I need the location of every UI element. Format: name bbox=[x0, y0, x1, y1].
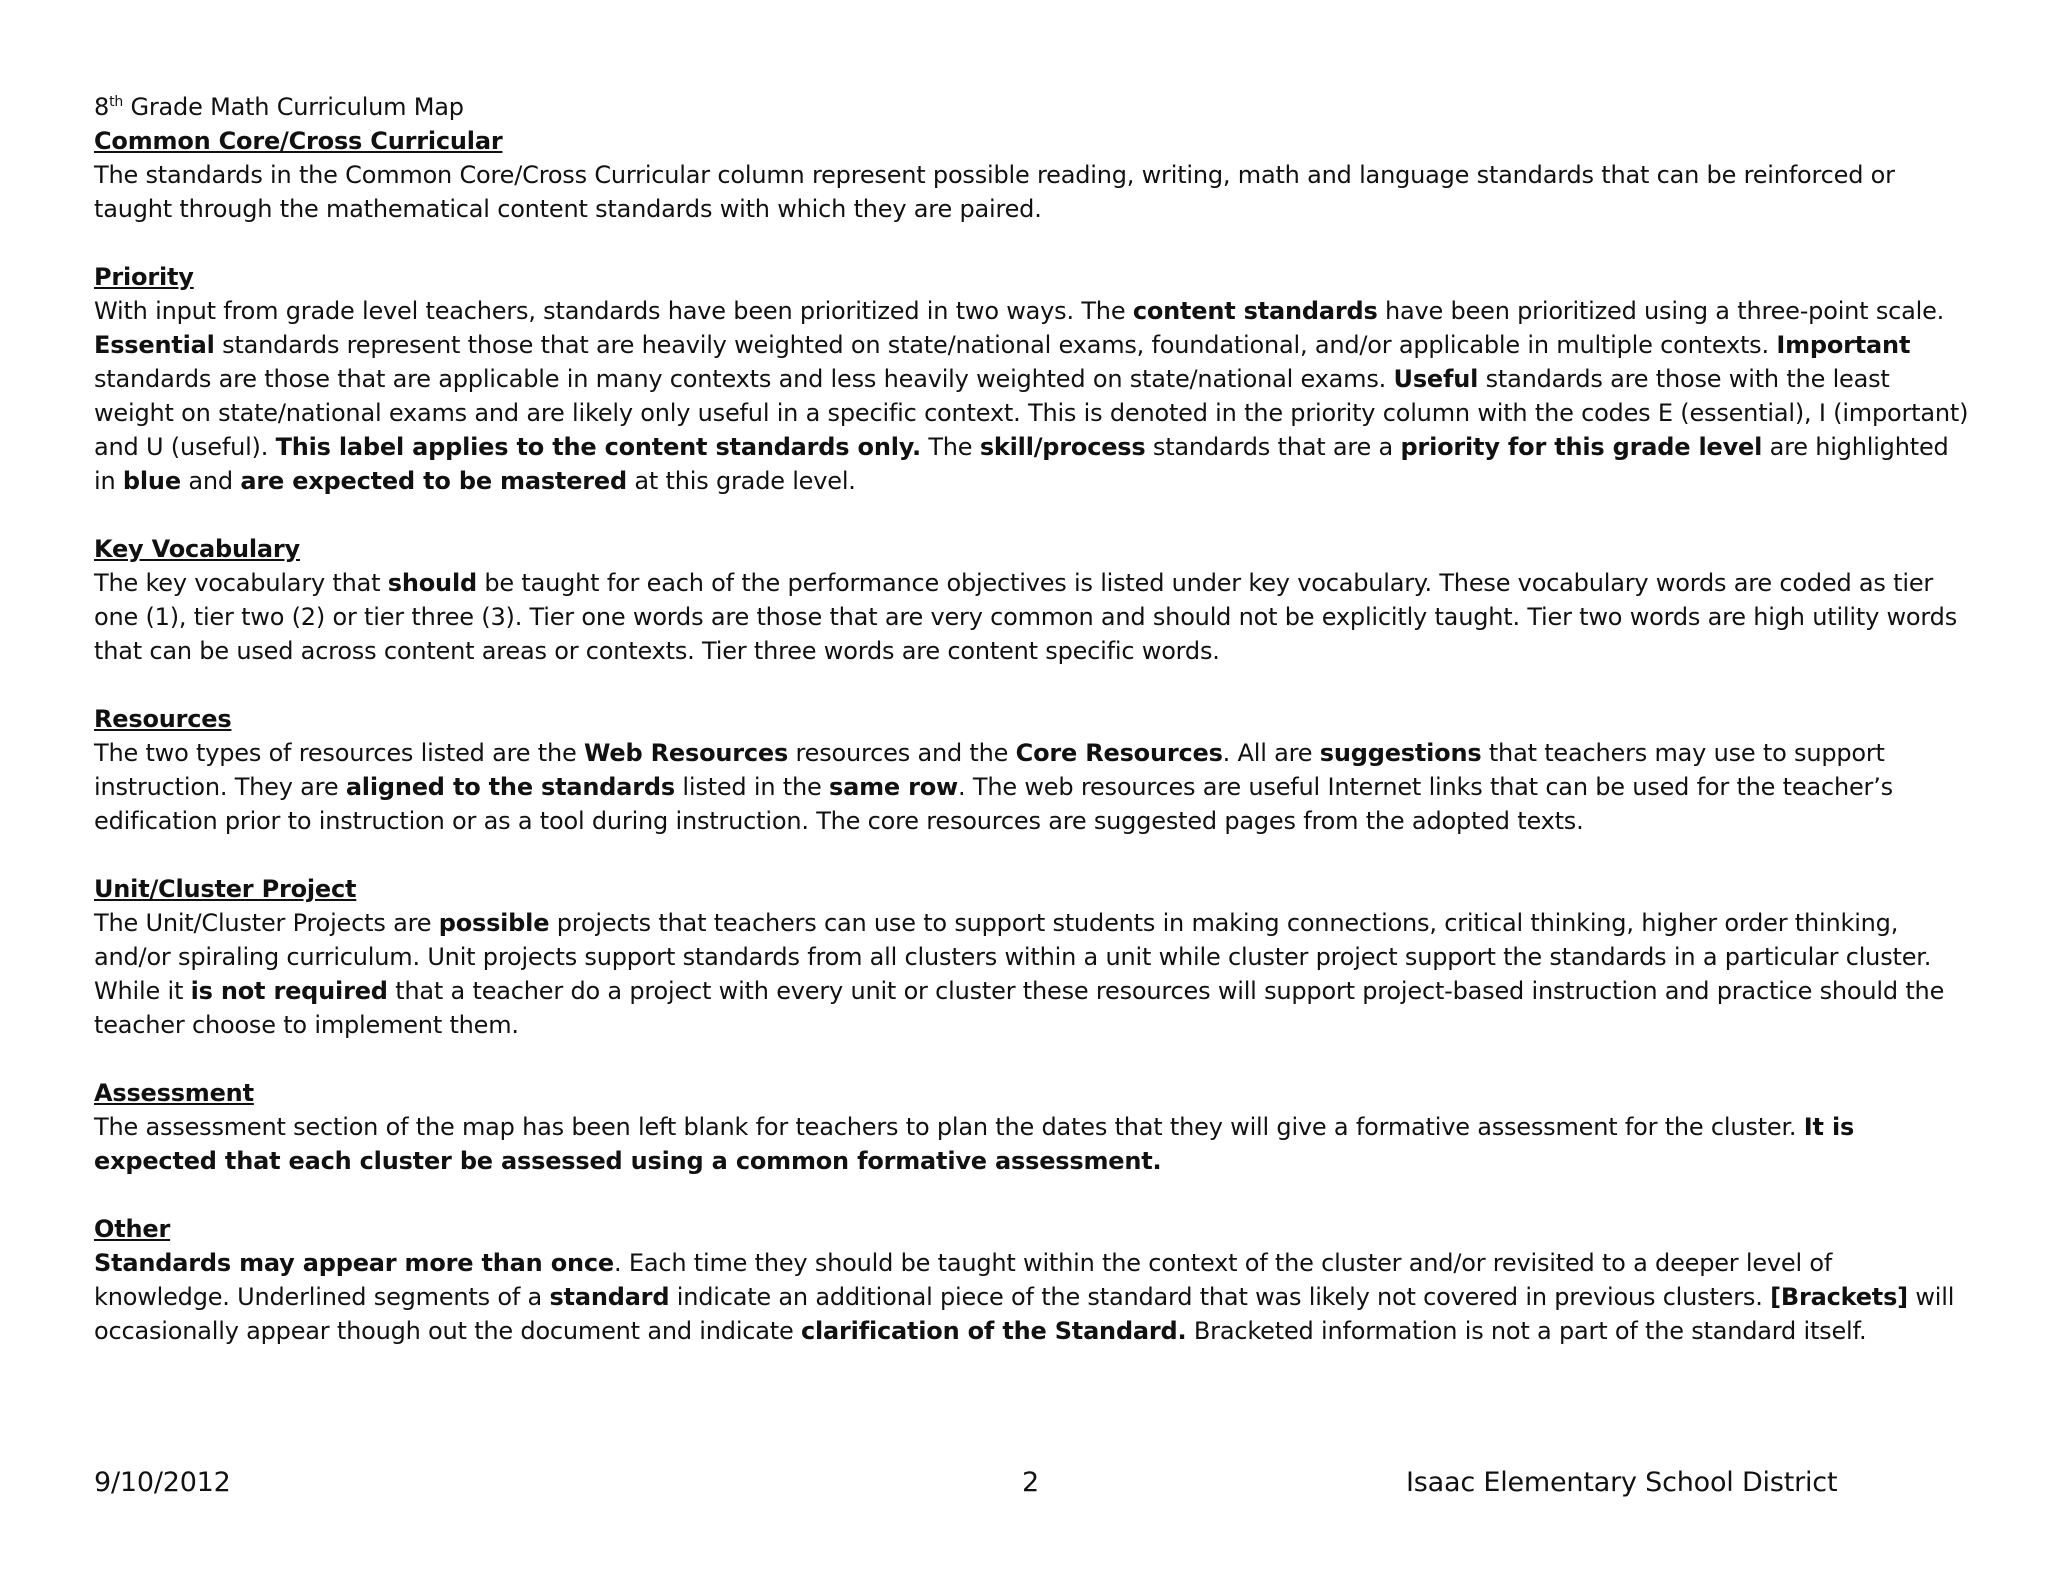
bold-run: standard bbox=[549, 1283, 670, 1311]
section-heading: Other bbox=[94, 1215, 171, 1243]
section-other bbox=[94, 1212, 1974, 1348]
text-run: . The web resources are useful Internet links that can be used for the teacher’s edification prior to instruction or as a tool during instruction. The core resources are suggested pages from the adopted texts. bbox=[94, 773, 1893, 835]
text-run: resources and the bbox=[788, 739, 1016, 767]
bold-run: is not required bbox=[190, 977, 388, 1005]
bold-run: blue bbox=[122, 467, 181, 495]
bold-run: Core Resources bbox=[1015, 739, 1223, 767]
bold-run: Useful bbox=[1393, 365, 1479, 393]
section-unit-cluster-project bbox=[94, 872, 1974, 1042]
text-run: that a teacher do a project with every unit or cluster these resources will support project-based instruction and practice should the teacher choose to implement them. bbox=[94, 977, 1945, 1039]
text-run: indicate an additional piece of the standard that was likely not covered in previous clusters. bbox=[669, 1283, 1771, 1311]
text-run: and bbox=[180, 467, 241, 495]
text-run: The two types of resources listed are the bbox=[94, 739, 584, 767]
text-run: With input from grade level teachers, standards have been prioritized in two ways. The bbox=[94, 297, 1133, 325]
section-paragraph bbox=[94, 906, 1974, 1042]
section-paragraph bbox=[94, 566, 1974, 668]
text-run: have been prioritized using a three-point scale. bbox=[1377, 297, 1945, 325]
bold-run: clarification of the Standard. bbox=[801, 1317, 1187, 1345]
section-paragraph bbox=[94, 294, 1974, 498]
text-run: that teachers may use to support instruction. They are bbox=[94, 739, 1885, 801]
footer-page-number: 2 bbox=[1022, 1467, 1039, 1498]
section-heading: Resources bbox=[94, 705, 232, 733]
bold-run: This label applies to the content standards only. bbox=[275, 433, 921, 461]
section-assessment bbox=[94, 1076, 1974, 1178]
bold-run: Web Resources bbox=[584, 739, 789, 767]
text-run: standards that are a bbox=[1145, 433, 1401, 461]
section-heading: Key Vocabulary bbox=[94, 535, 300, 563]
document-title bbox=[94, 90, 1974, 124]
bold-run: content standards bbox=[1132, 297, 1378, 325]
text-run: standards represent those that are heavily weighted on state/national exams, foundational, and/or applicable in multiple contexts. bbox=[214, 331, 1777, 359]
text-run: be taught for each of the performance objectives is listed under key vocabulary. These vocabulary words are coded as tier one (1), tier two (2) or tier three (3). Tier one words are those that are very common and should not be explicitly taught. Tier two words are high utility words that can be used across content areas or contexts. Tier three words are content specific words. bbox=[94, 569, 1958, 665]
bold-run: [Brackets] bbox=[1770, 1283, 1908, 1311]
bold-run: possible bbox=[438, 909, 550, 937]
section-heading: Unit/Cluster Project bbox=[94, 875, 357, 903]
bold-run: Important bbox=[1776, 331, 1911, 359]
bold-run: are expected to be mastered bbox=[240, 467, 627, 495]
footer-date: 9/10/2012 bbox=[94, 1467, 231, 1498]
text-run: standards are those with the least weight on state/national exams and are likely only useful in a specific context. This is denoted in the priority column with the codes E (essential), I (important) and U (useful). bbox=[94, 365, 1969, 461]
text-run: The assessment section of the map has been left blank for teachers to plan the dates that they will give a formative assessment for the cluster. bbox=[94, 1113, 1804, 1141]
text-run: Bracketed information is not a part of the standard itself. bbox=[1186, 1317, 1867, 1345]
title-rest: Grade Math Curriculum Map bbox=[123, 93, 464, 121]
bold-run: It is expected that each cluster be assessed using a common formative assessment. bbox=[94, 1113, 1855, 1175]
section-key-vocabulary bbox=[94, 532, 1974, 668]
bold-run: aligned to the standards bbox=[345, 773, 675, 801]
section-resources bbox=[94, 702, 1974, 838]
text-run: at this grade level. bbox=[626, 467, 856, 495]
text-run: will occasionally appear though out the document and indicate bbox=[94, 1283, 1955, 1345]
section-priority bbox=[94, 260, 1974, 498]
bold-run: same row bbox=[829, 773, 959, 801]
section-heading: Priority bbox=[94, 263, 194, 291]
title-prefix: 8 bbox=[94, 93, 110, 121]
text-run: listed in the bbox=[674, 773, 830, 801]
section-heading: Assessment bbox=[94, 1079, 254, 1107]
section-common-core bbox=[94, 124, 1974, 226]
text-run: are highlighted in bbox=[94, 433, 1949, 495]
bold-run: suggestions bbox=[1319, 739, 1482, 767]
text-run: The bbox=[920, 433, 980, 461]
footer-organization: Isaac Elementary School District bbox=[1406, 1467, 1838, 1498]
section-paragraph bbox=[94, 1246, 1974, 1348]
text-run: projects that teachers can use to support students in making connections, critical thinking, higher order thinking, and/or spiraling curriculum. Unit projects support standards from all clusters within a unit while cluster project support the standards in a particular cluster. While it bbox=[94, 909, 1932, 1005]
bold-run: Essential bbox=[94, 331, 215, 359]
document-body bbox=[94, 90, 1974, 1348]
bold-run: Standards may appear more than once bbox=[94, 1249, 614, 1277]
bold-run: priority for this grade level bbox=[1400, 433, 1763, 461]
bold-run: skill/process bbox=[979, 433, 1146, 461]
text-run: The Unit/Cluster Projects are bbox=[94, 909, 439, 937]
title-superscript: th bbox=[109, 94, 124, 110]
bold-run: should bbox=[387, 569, 477, 597]
section-paragraph bbox=[94, 1110, 1974, 1178]
section-paragraph bbox=[94, 736, 1974, 838]
section-paragraph: The standards in the Common Core/Cross Curricular column represent possible reading, writing, math and language standards that can be reinforced or taught through the mathematical content standards with which they are paired. bbox=[94, 161, 1895, 223]
text-run: . All are bbox=[1222, 739, 1320, 767]
section-heading: Common Core/Cross Curricular bbox=[94, 127, 503, 155]
text-run: . Each time they should be taught within the context of the cluster and/or revisited to a deeper level of knowledge. Underlined segments of a bbox=[94, 1249, 1833, 1311]
text-run: The key vocabulary that bbox=[94, 569, 388, 597]
text-run: standards are those that are applicable in many contexts and less heavily weighted on state/national exams. bbox=[94, 365, 1394, 393]
